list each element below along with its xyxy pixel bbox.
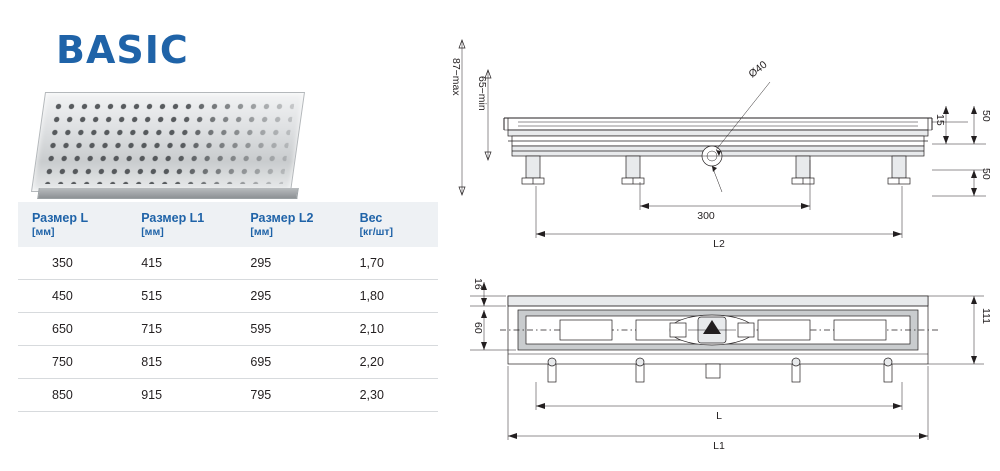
dim-60: 60 bbox=[472, 322, 484, 334]
dim-111: 111 bbox=[980, 308, 992, 324]
dim-87-max: 87−max bbox=[450, 58, 462, 96]
cell-l2: 295 bbox=[236, 280, 345, 313]
drawing-svg bbox=[440, 10, 1000, 465]
table-row bbox=[18, 379, 438, 412]
dim-l1: L1 bbox=[713, 440, 725, 452]
cell-l1: 415 bbox=[127, 247, 236, 280]
product-image bbox=[38, 92, 308, 202]
cell-l1: 715 bbox=[127, 313, 236, 346]
dim-l: L bbox=[716, 410, 722, 422]
cell-weight: 1,80 bbox=[346, 280, 438, 313]
cell-l2: 795 bbox=[236, 379, 345, 412]
cell-l: 450 bbox=[18, 280, 127, 313]
table-unit-row bbox=[18, 226, 438, 247]
leg bbox=[888, 156, 910, 184]
cell-l1: 915 bbox=[127, 379, 236, 412]
drawing-top-view bbox=[450, 40, 992, 250]
table-row bbox=[18, 346, 438, 379]
col-header-l: Размер L bbox=[18, 202, 127, 226]
cell-weight: 2,30 bbox=[346, 379, 438, 412]
cell-l2: 695 bbox=[236, 346, 345, 379]
table-header-row bbox=[18, 202, 438, 226]
dim-diameter: Ø40 bbox=[746, 58, 770, 81]
dim-15: 15 bbox=[934, 114, 946, 126]
grate-edge bbox=[37, 188, 299, 199]
leg bbox=[622, 156, 644, 184]
col-unit-l2: [мм] bbox=[236, 226, 345, 247]
dim-65-min: 65−min bbox=[476, 76, 488, 111]
table-row bbox=[18, 280, 438, 313]
leg-plan bbox=[548, 358, 556, 382]
dim-50-lower: 50 bbox=[980, 168, 992, 180]
dim-300: 300 bbox=[697, 210, 715, 222]
cell-weight: 2,10 bbox=[346, 313, 438, 346]
dim-50-upper: 50 bbox=[980, 110, 992, 122]
brand-title: BASIC bbox=[56, 28, 189, 72]
cell-weight: 2,20 bbox=[346, 346, 438, 379]
cell-l: 350 bbox=[18, 247, 127, 280]
col-unit-l: [мм] bbox=[18, 226, 127, 247]
table-row bbox=[18, 247, 438, 280]
grate-dot-pattern bbox=[41, 100, 295, 184]
dim-l2: L2 bbox=[713, 238, 725, 250]
cell-l1: 515 bbox=[127, 280, 236, 313]
col-unit-weight: [кг/шт] bbox=[346, 226, 438, 247]
cell-weight: 1,70 bbox=[346, 247, 438, 280]
col-header-l1: Размер L1 bbox=[127, 202, 236, 226]
leg bbox=[522, 156, 544, 184]
cell-l: 850 bbox=[18, 379, 127, 412]
col-unit-l1: [мм] bbox=[127, 226, 236, 247]
leg bbox=[792, 156, 814, 184]
leg-plan bbox=[792, 358, 800, 382]
technical-drawings bbox=[440, 10, 1000, 465]
drawing-bottom-view bbox=[470, 278, 992, 452]
cell-l2: 295 bbox=[236, 247, 345, 280]
col-header-weight: Вес bbox=[346, 202, 438, 226]
cell-l: 650 bbox=[18, 313, 127, 346]
col-header-l2: Размер L2 bbox=[236, 202, 345, 226]
cell-l1: 815 bbox=[127, 346, 236, 379]
table-row bbox=[18, 313, 438, 346]
leg-plan bbox=[636, 358, 644, 382]
cell-l: 750 bbox=[18, 346, 127, 379]
dimensions-table bbox=[18, 202, 438, 412]
leg-plan bbox=[884, 358, 892, 382]
cell-l2: 595 bbox=[236, 313, 345, 346]
dim-16: 16 bbox=[472, 278, 484, 290]
grate-body bbox=[31, 92, 305, 192]
